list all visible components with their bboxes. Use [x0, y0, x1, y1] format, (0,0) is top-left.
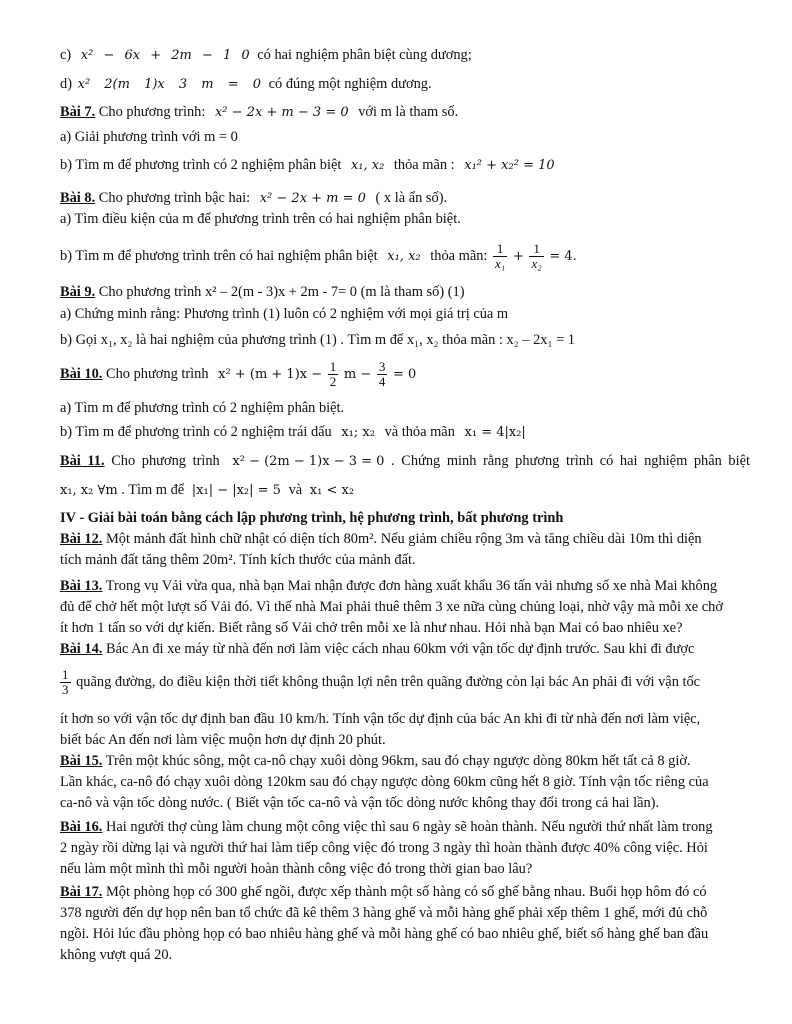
- problem-14-line-1: Bài 14. Bác An đi xe máy từ nhà đến nơi làm việc cách nhau 60km với vận tốc dự định trước. Sau khi đi được: [60, 641, 695, 657]
- problem-13-line-2: đủ để chở hết một lượt số Vải đó. Vì thế nhà Mai phải thuê thêm 3 xe nữa cùng chủng loại, nhờ vậy mà mỗi xe chở: [60, 599, 723, 615]
- problem-15-line-1: Bài 15. Trên một khúc sông, một ca-nô chạy xuôi dòng 96km, sau đó chạy ngược dòng 80km hết tất cả 8 giờ.: [60, 753, 691, 769]
- problem-10-heading: Bài 10. Cho phương trình x² + (m + 1)x − $\frac{1}{2}$ m − $\frac{3}{4}$ = 0: [60, 359, 417, 390]
- problem-8-part-a: a) Tìm điều kiện của m để phương trình trên có hai nghiệm phân biệt.: [60, 211, 461, 227]
- item-c-equation: x² − 6x + 2m − 1 0: [80, 48, 250, 63]
- problem-title: Bài 15.: [60, 753, 103, 769]
- problem-7-heading: Bài 7. Cho phương trình: x² − 2x + m − 3 = 0 với m là tham số.: [60, 104, 459, 120]
- problem-8-part-b: b) Tìm m để phương trình trên có hai nghiệm phân biệt x₁, x₂ thỏa mãn: $\frac{1}{\text{x₁}}$ + $\frac{1}{\text{x₂}}$ = 4.: [60, 241, 577, 272]
- problem-10-part-b: b) Tìm m để phương trình có 2 nghiệm trái dấu x₁; x₂ và thỏa mãn x₁ = 4|x₂|: [60, 424, 526, 440]
- condition: |x₁| − |x₂| = 5: [191, 483, 281, 498]
- problem-title: Bài 11.: [60, 453, 105, 469]
- problem-17-line-1: Bài 17. Một phòng họp có 300 ghế ngồi, được xếp thành một số hàng có số ghế bằng nhau. Buổi họp hôm đó có: [60, 884, 707, 900]
- problem-title: Bài 10.: [60, 366, 103, 382]
- problem-title: Bài 9.: [60, 284, 96, 300]
- problem-15-line-3: ca-nô và vận tốc dòng nước. ( Biết vận tốc ca-nô và vận tốc dòng nước không thay đổi trong cả hai lần).: [60, 795, 660, 811]
- problem-13-line-1: Bài 13. Trong vụ Vải vừa qua, nhà bạn Mai nhận được đơn hàng xuất khẩu 36 tấn vải nhưng số xe nhà Mai không: [60, 578, 718, 594]
- fraction: $\frac{3}{4}$: [378, 359, 386, 390]
- problem-title: Bài 14.: [60, 641, 103, 657]
- problem-title: Bài 12.: [60, 531, 103, 547]
- fraction: $\frac{1}{\text{x₂}}$: [531, 241, 542, 272]
- problem-14-line-4: biết bác An đến nơi làm việc muộn hơn dự định 20 phút.: [60, 732, 386, 748]
- problem-16-line-1: Bài 16. Hai người thợ cùng làm chung một công việc thì sau 6 ngày sẽ hoàn thành. Nếu người thứ nhất làm trong: [60, 819, 713, 835]
- problem-title: Bài 7.: [60, 104, 96, 120]
- problem-title: Bài 17.: [60, 884, 103, 900]
- problem-7-part-b: b) Tìm m để phương trình có 2 nghiệm phân biệt x₁, x₂ thỏa mãn : x₁² + x₂² = 10: [60, 157, 555, 173]
- problem-14-line-2: $\frac{1}{3}$ quãng đường, do điều kiện thời tiết không thuận lợi nên trên quãng đường còn lại bác An phải đi với vận tốc: [62, 667, 701, 698]
- equation: x² − 2x + m = 0: [259, 191, 366, 206]
- item-d-equation: x² 2(m 1)x 3 m = 0: [77, 77, 262, 92]
- problem-11-heading: Bài 11. Cho phương trình x² − (2m − 1)x − 3 = 0 . Chứng minh rằng phương trình có hai nghiệm phân biệt: [60, 453, 751, 469]
- problem-14-line-3: ít hơn so với vận tốc dự định ban đầu 10 km/h. Tính vận tốc dự định của bác An khi đi từ nhà đến nơi làm việc,: [60, 711, 701, 727]
- problem-10-part-a: a) Tìm m để phương trình có 2 nghiệm phân biệt.: [60, 400, 345, 416]
- condition: x₁ = 4|x₂|: [464, 425, 526, 440]
- problem-13-line-3: ít hơn 1 tấn so với dự kiến. Biết rằng số Vải chở trên mỗi xe là như nhau. Hỏi nhà bạn Mai có bao nhiêu xe?: [60, 620, 683, 636]
- problem-17-line-2: 378 người đến dự họp nên ban tổ chức đã kê thêm 3 hàng ghế và mỗi hàng ghế phải xếp thêm 1 ghế, mới đủ chỗ: [60, 905, 708, 921]
- problem-title: Bài 16.: [60, 819, 103, 835]
- problem-title: Bài 8.: [60, 190, 96, 206]
- problem-16-line-3: nếu làm một mình thì mỗi người hoàn thành công việc đó trong thời gian bao lâu?: [60, 861, 533, 877]
- fraction: $\frac{1}{3}$: [62, 667, 69, 698]
- problem-16-line-2: 2 ngày rồi dừng lại và người thứ hai làm tiếp công việc đó trong 3 ngày thì hoàn thành được 40% công việc. Hỏi: [60, 840, 708, 856]
- condition: x₁ < x₂: [309, 483, 355, 498]
- item-d: d) x² 2(m 1)x 3 m = 0 có đúng một nghiệm dương.: [60, 76, 432, 92]
- problem-9-part-a: a) Chứng minh rằng: Phương trình (1) luôn có 2 nghiệm với mọi giá trị của m: [60, 306, 509, 322]
- item-c: c) x² − 6x + 2m − 1 0 có hai nghiệm phân biệt cùng dương;: [60, 47, 472, 63]
- condition: x₁² + x₂² = 10: [464, 158, 555, 173]
- problem-12-line-1: Bài 12. Một mảnh đất hình chữ nhật có diện tích 80m². Nếu giảm chiều rộng 3m và tăng chiều dài 10m thì diện: [60, 531, 702, 547]
- problem-9-heading: Bài 9. Cho phương trình x² – 2(m - 3)x + 2m - 7= 0 (m là tham số) (1): [60, 284, 465, 300]
- problem-17-line-4: không vượt quá 20.: [60, 947, 173, 963]
- problem-7-part-a: a) Giải phương trình với m = 0: [60, 129, 238, 145]
- problem-title: Bài 13.: [60, 578, 103, 594]
- equation: x² − (2m − 1)x − 3 = 0: [232, 454, 385, 469]
- problem-12-line-2: tích mảnh đất tăng thêm 20m². Tính kích thước của mảnh đất.: [60, 552, 416, 568]
- problem-11-line-2: x₁, x₂ ∀m . Tìm m để |x₁| − |x₂| = 5 và x₁ < x₂: [60, 482, 355, 498]
- fraction: $\frac{1}{2}$: [329, 359, 337, 390]
- problem-15-line-2: Lần khác, ca-nô đó chạy xuôi dòng 120km sau đó chạy ngược dòng 60km cũng hết 8 giờ. Tính vận tốc riêng của: [60, 774, 709, 790]
- section-heading: IV - Giải bài toán bằng cách lập phương trình, hệ phương trình, bất phương trình: [60, 510, 564, 526]
- problem-8-heading: Bài 8. Cho phương trình bậc hai: x² − 2x + m = 0 ( x là ẩn số).: [60, 190, 448, 206]
- problem-17-line-3: ngồi. Hỏi lúc đầu phòng họp có bao nhiêu hàng ghế và mỗi hàng ghế có bao nhiêu ghế, biết số hàng ghế ban đầu: [60, 926, 709, 942]
- fraction: $\frac{1}{\text{x₁}}$: [495, 241, 506, 272]
- equation: x² − 2x + m − 3 = 0: [214, 105, 349, 120]
- problem-9-part-b: b) Gọi x₁, x₂ là hai nghiệm của phương trình (1) . Tìm m để x₁, x₂ thỏa mãn : x₂ – 2x₁ = 1: [60, 332, 575, 348]
